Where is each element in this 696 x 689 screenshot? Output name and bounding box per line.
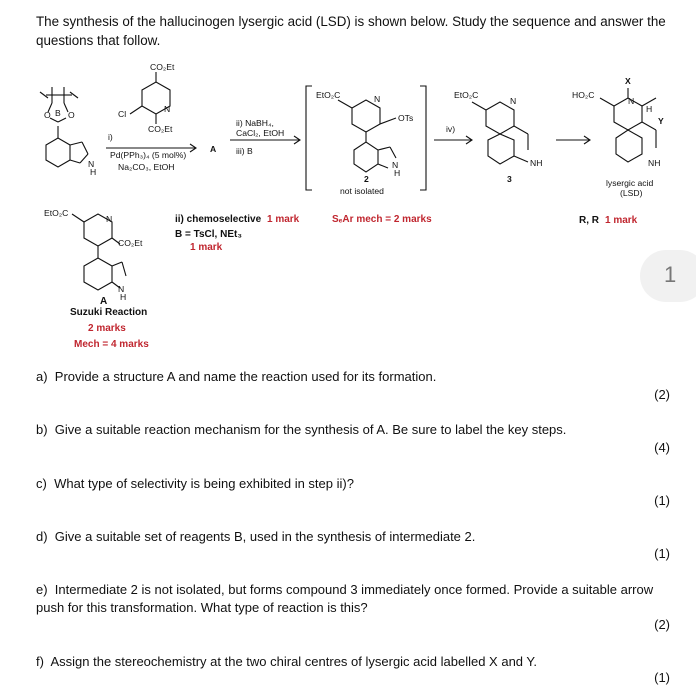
eto2c-label-3: EtO₂C bbox=[44, 208, 69, 218]
sear-label: SₑAr mech = 2 marks bbox=[332, 214, 432, 225]
not-isolated-label: not isolated bbox=[340, 186, 384, 196]
n-label-6: N bbox=[106, 214, 113, 224]
co2et-label-2: CO₂Et bbox=[148, 124, 173, 134]
boronate-indole-structure bbox=[40, 87, 88, 167]
ho2c-label: HO₂C bbox=[572, 90, 595, 100]
o-atom-label-1: O bbox=[44, 110, 51, 120]
step-i-label: i) bbox=[108, 132, 113, 142]
step-i-reagent1: Pd(PPh₃)₄ (5 mol%) bbox=[110, 150, 187, 160]
marks-b: (4) bbox=[654, 440, 670, 455]
h-label-3: H bbox=[646, 104, 653, 114]
y-label: Y bbox=[658, 116, 664, 126]
n-label-2: N bbox=[374, 94, 381, 104]
co2et-label-3: CO₂Et bbox=[118, 238, 143, 248]
h-label-1: H bbox=[90, 167, 97, 177]
intro-text: The synthesis of the hallucinogen lysergic acid (LSD) is shown below. Study the sequence and answer the questions that follow. bbox=[36, 14, 666, 48]
eto2c-label-1: EtO₂C bbox=[316, 90, 341, 100]
suzuki-label: Suzuki Reaction bbox=[70, 307, 148, 318]
marks-a: (2) bbox=[654, 387, 670, 402]
page-badge: 1 bbox=[640, 250, 696, 302]
rr-label: R, R bbox=[579, 215, 599, 226]
step-iv-label: iv) bbox=[446, 124, 456, 134]
n-label-7: N bbox=[118, 284, 125, 294]
rr-mark: 1 mark bbox=[605, 215, 638, 226]
step-ii-label: ii) NaBH₄, bbox=[236, 118, 274, 128]
chemo-mark: 1 mark bbox=[267, 214, 300, 225]
structure-A bbox=[72, 214, 126, 290]
b-reagent-label: B = TsCl, NEt₃ bbox=[175, 229, 242, 240]
co2et-label-1: CO₂Et bbox=[150, 62, 175, 72]
question-f: f) Assign the stereochemistry at the two chiral centres of lysergic acid labelled X and Y. bbox=[36, 654, 538, 669]
intermediate-2-structure bbox=[338, 100, 399, 172]
cl-label: Cl bbox=[118, 109, 127, 119]
n-label-4: N bbox=[510, 96, 517, 106]
b-atom-label: B bbox=[55, 108, 61, 118]
marks-f: (1) bbox=[654, 670, 670, 685]
lsd-label-1: lysergic acid bbox=[606, 178, 654, 188]
eto2c-label-2: EtO₂C bbox=[454, 90, 479, 100]
step-iii-label: iii) B bbox=[236, 146, 253, 156]
chloropyridine-structure bbox=[130, 72, 170, 124]
marks-d: (1) bbox=[654, 546, 670, 561]
question-a: a) Provide a structure A and name the reaction used for its formation. bbox=[36, 369, 437, 384]
A-answer-label: A bbox=[100, 296, 108, 307]
x-label: X bbox=[625, 76, 631, 86]
n-label-3: N bbox=[392, 160, 399, 170]
label-A: A bbox=[210, 144, 217, 154]
step-ii-b-label: CaCl₂, EtOH bbox=[236, 128, 285, 138]
mech-marks: Mech = 4 marks bbox=[74, 339, 149, 350]
ots-label: OTs bbox=[398, 113, 414, 123]
marks-e: (2) bbox=[654, 617, 670, 632]
question-e: e) Intermediate 2 is not isolated, but forms compound 3 immediately once formed. Provide a suitable arrow push for this transformation. What type of reaction is this? bbox=[36, 582, 654, 615]
question-c: c) What type of selectivity is being exhibited in step ii)? bbox=[36, 476, 354, 491]
compound-3-structure bbox=[472, 102, 528, 164]
n-label-5: N bbox=[628, 96, 635, 106]
nh-label-1: N bbox=[88, 159, 95, 169]
question-b: b) Give a suitable reaction mechanism for the synthesis of A. Be sure to label the key steps. bbox=[36, 422, 567, 437]
label-3: 3 bbox=[507, 174, 512, 184]
suzuki-marks: 2 marks bbox=[88, 323, 126, 334]
h-label-4: H bbox=[120, 292, 127, 302]
step-i-reagent2: Na₂CO₃, EtOH bbox=[118, 162, 175, 172]
label-2: 2 bbox=[364, 174, 369, 184]
h-label-2: H bbox=[394, 168, 401, 178]
question-d: d) Give a suitable set of reagents B, used in the synthesis of intermediate 2. bbox=[36, 529, 476, 544]
n-label-1: N bbox=[164, 104, 171, 114]
chemo-label: ii) chemoselective bbox=[175, 214, 262, 225]
nh-label-3: NH bbox=[648, 158, 661, 168]
marks-c: (1) bbox=[654, 493, 670, 508]
b-mark: 1 mark bbox=[190, 242, 223, 253]
nh-label-2: NH bbox=[530, 158, 543, 168]
lsd-label-2: (LSD) bbox=[620, 188, 643, 198]
o-atom-label-2: O bbox=[68, 110, 75, 120]
